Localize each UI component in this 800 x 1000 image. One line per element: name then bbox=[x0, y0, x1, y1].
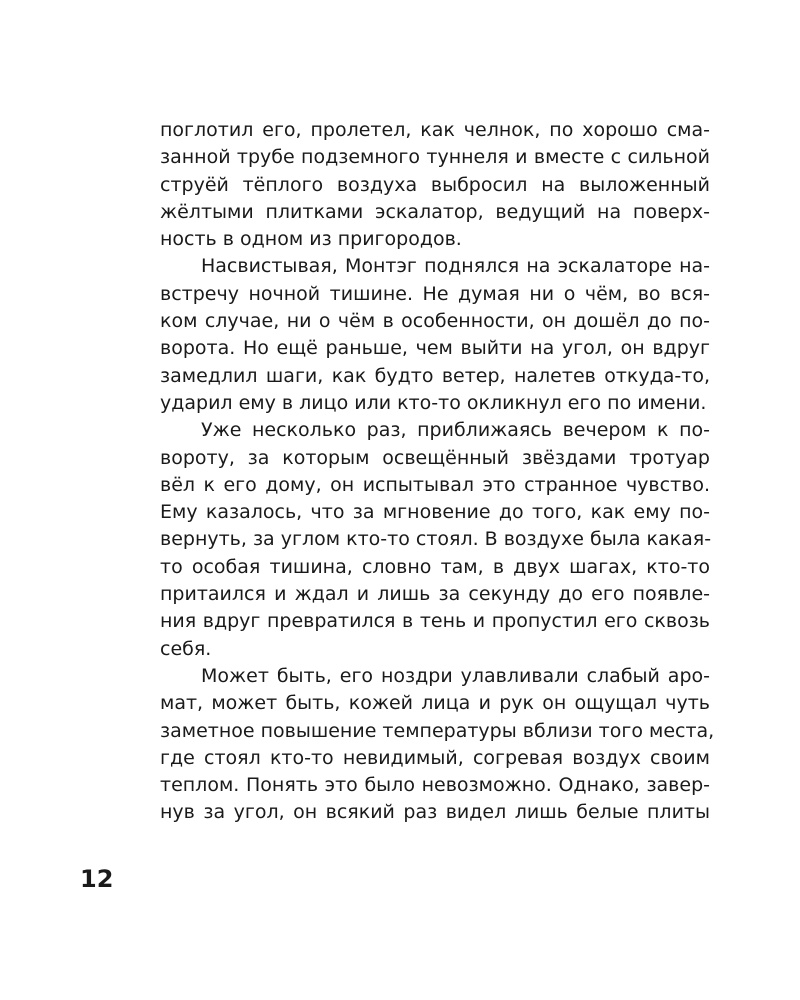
text-line: замедлил шаги, как будто ветер, налетев откуда-то, bbox=[160, 364, 710, 387]
text-line: вороту, за которым освещённый звёздами тротуар bbox=[160, 446, 710, 469]
text-line: Ему казалось, что за мгновение до того, как ему по- bbox=[160, 501, 710, 524]
page-number: 12 bbox=[80, 865, 114, 893]
text-line: струёй тёплого воздуха выбросил на выложенный bbox=[160, 173, 710, 196]
text-line: нув за угол, он всякий раз видел лишь белые плиты bbox=[160, 801, 710, 824]
text-line: ния вдруг превратился в тень и пропустил его сквозь bbox=[160, 610, 710, 633]
text-line: ность в одном из пригородов. bbox=[160, 228, 462, 251]
text-line: ком случае, ни о чём в особенности, он дошёл до по- bbox=[160, 310, 710, 333]
text-line: притаился и ждал и лишь за секунду до его появле- bbox=[160, 583, 710, 606]
text-line: ударил ему в лицо или кто-то окликнул его по имени. bbox=[160, 391, 707, 414]
text-line: Насвистывая, Монтэг поднялся на эскалаторе на- bbox=[201, 255, 710, 278]
text-line: встречу ночной тишине. Не думая ни о чём, во вся- bbox=[160, 282, 710, 305]
text-line: где стоял кто-то невидимый, согревая воздух своим bbox=[160, 746, 710, 769]
text-line: себя. bbox=[160, 637, 212, 660]
text-line: ворота. Но ещё раньше, чем выйти на угол, он вдруг bbox=[160, 337, 710, 360]
text-line: то особая тишина, словно там, в двух шагах, кто-то bbox=[160, 555, 710, 578]
text-line: Уже несколько раз, приближаясь вечером к по- bbox=[201, 419, 710, 442]
text-line: теплом. Понять это было невозможно. Однако, завер- bbox=[160, 774, 710, 797]
body-text bbox=[160, 117, 715, 827]
text-line: вернуть, за углом кто-то стоял. В воздухе была какая- bbox=[160, 528, 712, 551]
text-line: поглотил его, пролетел, как челнок, по хорошо сма- bbox=[160, 119, 710, 141]
text-line: вёл к его дому, он испытывал это странное чувство. bbox=[160, 473, 710, 496]
text-line: занной трубе подземного туннеля и вместе с сильной bbox=[160, 146, 710, 169]
text-line: мат, может быть, кожей лица и рук он ощущал чуть bbox=[160, 692, 710, 715]
text-line: Может быть, его ноздри улавливали слабый аро- bbox=[201, 664, 710, 687]
text-line: заметное повышение температуры вблизи того места, bbox=[160, 719, 715, 742]
text-line: жёлтыми плитками эскалатор, ведущий на поверх- bbox=[160, 200, 710, 223]
